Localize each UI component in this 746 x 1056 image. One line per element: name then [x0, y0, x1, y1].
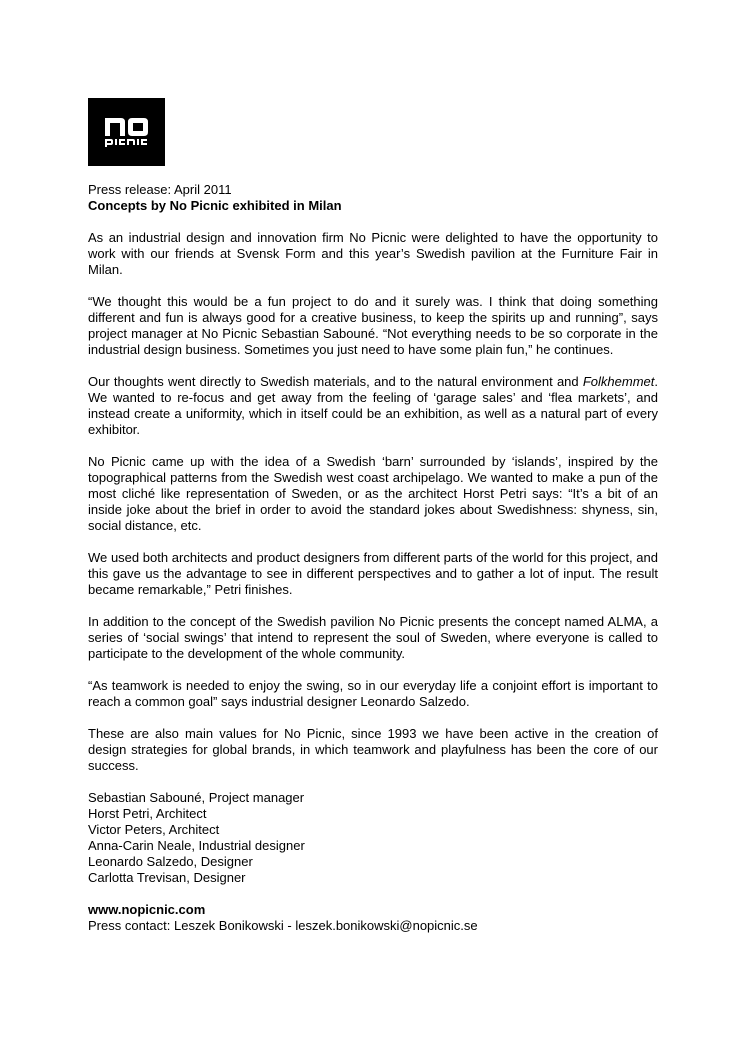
paragraph-alma: In addition to the concept of the Swedish pavilion No Picnic presents the concept named ALMA, a series of ‘social swings’ that intend to represent the soul of Sweden, where everyone is called to participate to the development of the whole community.: [88, 614, 658, 661]
no-picnic-logo: [88, 98, 165, 166]
paragraph-materials: [88, 374, 658, 438]
press-contact: Press contact: Leszek Bonikowski - leszek.bonikowski@nopicnic.se: [88, 918, 478, 933]
team-member: Victor Peters, Architect: [88, 822, 220, 837]
release-title: Concepts by No Picnic exhibited in Milan: [88, 198, 342, 213]
paragraph-materials-start: Our thoughts went directly to Swedish materials, and to the natural environment and: [88, 374, 583, 389]
paragraph-teamwork-quote: “As teamwork is needed to enjoy the swing, so in our everyday life a conjoint effort is important to reach a common goal” says industrial designer Leonardo Salzedo.: [88, 678, 658, 709]
paragraph-barn-concept: No Picnic came up with the idea of a Swedish ‘barn’ surrounded by ‘islands’, inspired by the topographical patterns from the Swedish west coast archipelago. We wanted to make a pun of the most cliché like representation of Sweden, or as the architect Horst Petri says: “It’s a bit of an inside joke about the brief in order to avoid the standard jokes about Swedishness: shyness, sin, social distance, etc.: [88, 454, 658, 533]
team-member: Horst Petri, Architect: [88, 806, 207, 821]
paragraph-materials-end: . We wanted to re-focus and get away from the feeling of ‘garage sales’ and ‘flea markets’, and instead create a uniformity, which in itself could be an exhibition, as well as a natural part of every exhibitor.: [88, 374, 658, 437]
no-picnic-logo-mark: [88, 98, 165, 166]
team-member: Leonardo Salzedo, Designer: [88, 854, 253, 869]
folkhemmet-term: Folkhemmet: [582, 374, 655, 389]
team-member: Sebastian Sabouné, Project manager: [88, 790, 305, 805]
team-member: Anna-Carin Neale, Industrial designer: [88, 838, 305, 853]
paragraph-intro: As an industrial design and innovation firm No Picnic were delighted to have the opportunity to work with our friends at Svensk Form and this year’s Swedish pavilion at the Furniture Fair in Milan.: [88, 230, 658, 277]
footer: [88, 902, 658, 934]
release-header: [88, 182, 658, 214]
team-member: Carlotta Trevisan, Designer: [88, 870, 246, 885]
release-date-line: Press release: April 2011: [88, 182, 232, 197]
press-release-body: [88, 182, 658, 934]
website-link[interactable]: www.nopicnic.com: [88, 902, 206, 917]
paragraph-quote-sabboune: “We thought this would be a fun project to do and it surely was. I think that doing something different and fun is always good for a creative business, to keep the spirits up and running”, says project manager at No Picnic Sebastian Sabouné. “Not everything needs to be so corporate in the industrial design business. Sometimes you just need to have some plain fun,” he continues.: [88, 294, 658, 357]
paragraph-values: These are also main values for No Picnic, since 1993 we have been active in the creation of design strategies for global brands, in which teamwork and playfulness has been the core of our success.: [88, 726, 658, 773]
paragraph-architects: We used both architects and product designers from different parts of the world for this project, and this gave us the advantage to see in different perspectives and to gather a lot of input. The result became remarkable,” Petri finishes.: [88, 550, 658, 597]
team-list: [88, 790, 658, 886]
